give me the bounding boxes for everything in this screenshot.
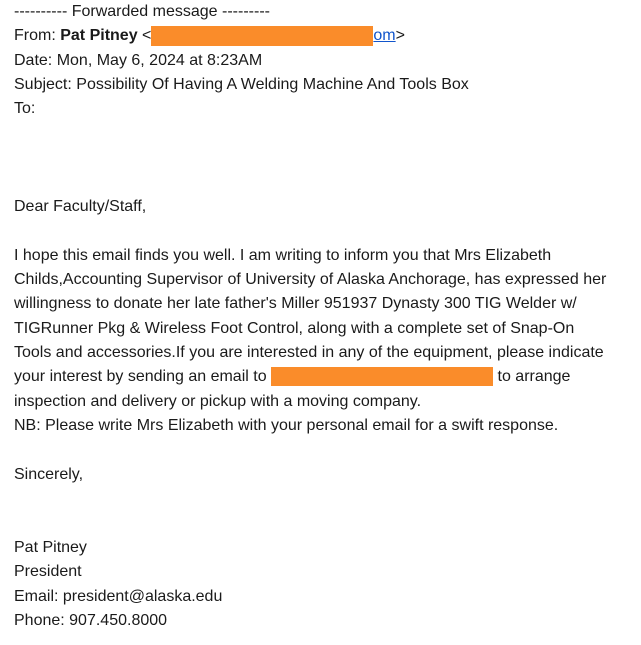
to-label: To: — [14, 100, 36, 117]
from-line — [14, 26, 405, 46]
date-value: Mon, May 6, 2024 at 8:23AM — [56, 52, 263, 69]
from-email-close: > — [395, 27, 405, 45]
greeting: Dear Faculty/Staff, — [14, 198, 147, 215]
redacted-sender-email — [151, 26, 373, 46]
date-label: Date: — [14, 52, 53, 69]
interest-line — [14, 367, 570, 386]
subject-line — [14, 75, 469, 94]
signature-email: Email: president@alaska.edu — [14, 588, 223, 605]
forwarded-header: ---------- Forwarded message --------- — [14, 3, 270, 20]
subject-value: Possibility Of Having A Welding Machine And Tools Box — [76, 76, 469, 93]
nb-line: NB: Please write Mrs Elizabeth with your personal email for a swift response. — [14, 417, 559, 434]
interest-suffix: to arrange — [497, 368, 571, 385]
body-line: TIGRunner Pkg & Wireless Foot Control, along with a complete set of Snap-On — [14, 320, 575, 337]
body-line: Tools and accessories.If you are interested in any of the equipment, please indicate — [14, 344, 604, 361]
from-label: From: — [14, 27, 56, 45]
interest-prefix: your interest by sending an email to — [14, 368, 267, 385]
from-email-open: < — [142, 27, 152, 45]
signature-phone: Phone: 907.450.8000 — [14, 612, 168, 629]
body-line: Childs,Accounting Supervisor of University of Alaska Anchorage, has expressed her — [14, 271, 607, 288]
body-line: I hope this email finds you well. I am writing to inform you that Mrs Elizabeth — [14, 247, 552, 264]
date-line — [14, 51, 262, 70]
subject-label: Subject: — [14, 76, 72, 93]
signature-title: President — [14, 563, 82, 580]
redacted-contact-email — [271, 367, 493, 386]
signature-name: Pat Pitney — [14, 539, 87, 556]
body-line: willingness to donate her late father's Miller 951937 Dynasty 300 TIG Welder w/ — [14, 295, 577, 312]
inspection-line: inspection and delivery or pickup with a moving company. — [14, 393, 422, 410]
sender-name: Pat Pitney — [60, 27, 138, 45]
closing: Sincerely, — [14, 466, 84, 483]
to-line — [14, 99, 35, 118]
sender-email-link[interactable]: om — [373, 27, 396, 45]
